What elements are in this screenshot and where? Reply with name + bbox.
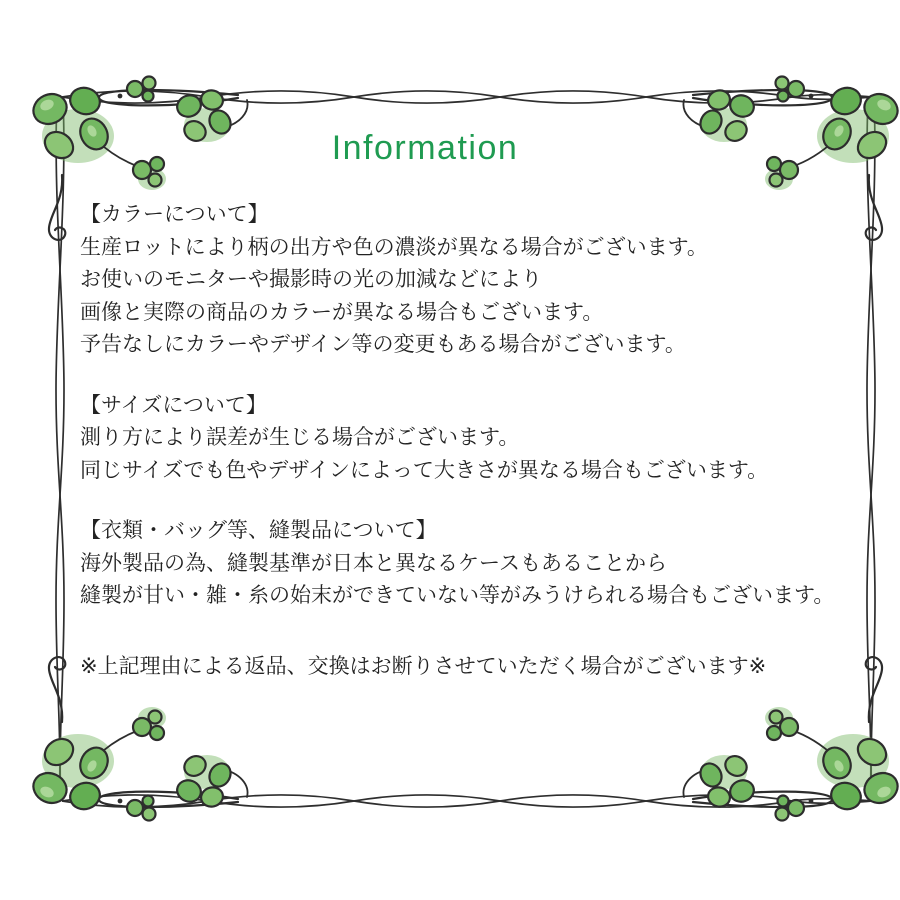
section-color-line: 生産ロットにより柄の出方や色の濃淡が異なる場合がございます。 [80,235,708,259]
section-sewing-line: 海外製品の為、縫製基準が日本と異なるケースもあることから [80,551,667,575]
section-color-line: 予告なしにカラーやデザイン等の変更もある場合がございます。 [80,333,686,356]
section-color-heading: 【カラーについて】 [80,203,269,226]
section-color [80,199,840,362]
section-size-heading: 【サイズについて】 [80,393,267,417]
page-title: Information [331,129,519,167]
section-color-line: お使いのモニターや撮影時の光の加減などにより [80,268,542,291]
section-sewing-line: 縫製が甘い・雑・糸の始末ができていない等がみうけられる場合もございます。 [80,584,835,607]
section-sewing [80,515,840,613]
section-sewing-heading: 【衣類・バッグ等、縫製品について】 [80,519,437,542]
section-color-line: 画像と実際の商品のカラーが異なる場合もございます。 [80,300,604,324]
returns-note: ※上記理由による返品、交換はお断りさせていただく場合がございます※ [80,654,767,678]
section-size-line: 同じサイズでも色やデザインによって大きさが異なる場合もございます。 [80,458,769,482]
section-size-line: 測り方により誤差が生じる場合がございます。 [80,426,520,449]
information-body [80,199,840,711]
section-size [80,390,840,488]
